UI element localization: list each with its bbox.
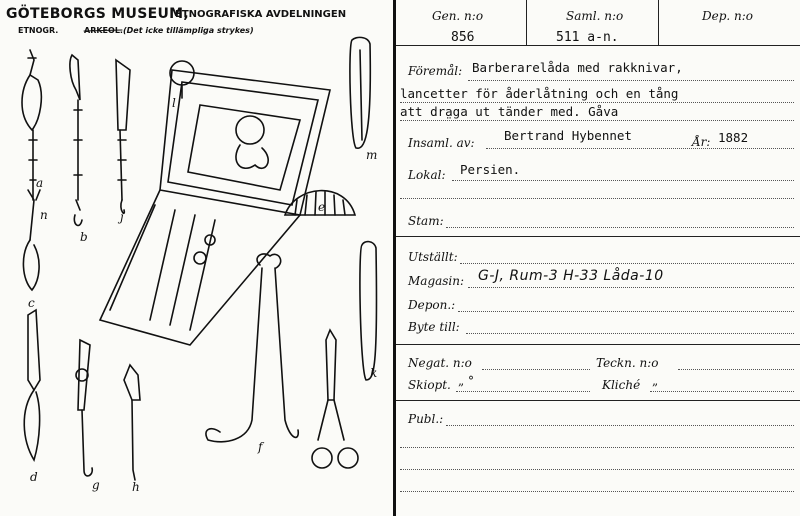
- letter-l: l: [172, 96, 176, 110]
- letter-b: b: [80, 230, 88, 244]
- saml-no-label: Saml. n:o: [566, 9, 624, 23]
- section-rule-2: [396, 344, 800, 345]
- letter-k: k: [370, 366, 378, 380]
- foremal-line-1: Barberarelåda med rakknivar,: [472, 60, 683, 75]
- spatula-h-drawing: [124, 365, 140, 480]
- magasin-label: Magasin:: [408, 274, 465, 288]
- utstallt-dots: [460, 263, 794, 264]
- letter-g: g: [92, 478, 100, 492]
- kliche-dots: [650, 391, 794, 392]
- foremal-dots-3: [400, 120, 794, 121]
- tongs-f-drawing: [206, 254, 298, 442]
- header-divider-2: [658, 0, 659, 45]
- insaml-label: Insaml. av:: [408, 136, 475, 150]
- letter-n: n: [40, 208, 48, 222]
- skiopt-marks: „ °: [458, 374, 475, 388]
- foremal-dots-1: [468, 80, 794, 81]
- arkeol-label: ARKEOL.: [84, 26, 123, 35]
- object-drawings: [0, 0, 393, 516]
- knife-j-drawing: [116, 60, 130, 213]
- museum-name: GÖTEBORGS MUSEUM,: [6, 6, 189, 22]
- dep-no-label: Dep. n:o: [702, 9, 754, 23]
- magasin-value: G-J, Rum-3 H-33 Låda-10: [478, 268, 664, 284]
- byte-label: Byte till:: [408, 320, 460, 334]
- publ-dots-3: [400, 469, 794, 470]
- letter-e: e: [318, 200, 326, 214]
- gen-no-label: Gen. n:o: [432, 9, 484, 23]
- lancet-b-drawing: [70, 55, 82, 225]
- record-panel: [396, 0, 800, 516]
- kliche-mark: „: [652, 374, 659, 388]
- depon-dots: [458, 311, 794, 312]
- skiopt-dots: [456, 391, 590, 392]
- stam-label: Stam:: [408, 214, 444, 228]
- byte-dots: [466, 333, 794, 334]
- letter-j: j: [120, 210, 124, 224]
- publ-label: Publ.:: [408, 412, 444, 426]
- gen-no-value: 856: [451, 30, 475, 45]
- letter-h: h: [132, 480, 140, 494]
- saml-no-value: 511 a-n.: [556, 30, 619, 45]
- header-divider-1: [526, 0, 527, 45]
- strop-m-drawing: [350, 37, 370, 148]
- lokal-dots: [452, 180, 794, 181]
- lokal-value: Persien.: [460, 162, 521, 177]
- ar-label: År:: [692, 135, 711, 149]
- lancet-c-drawing: [23, 190, 40, 290]
- tool-g-drawing: [76, 340, 92, 476]
- lokal-dots-2: [400, 198, 794, 199]
- header-rule: [396, 45, 800, 46]
- teckn-label: Teckn. n:o: [596, 356, 659, 370]
- publ-dots-2: [400, 447, 794, 448]
- letter-d: d: [30, 470, 38, 484]
- publ-dots-1: [446, 425, 794, 426]
- negat-dots: [482, 369, 590, 370]
- insaml-value: Bertrand Hybennet: [504, 128, 632, 143]
- mirror-l-drawing: [170, 61, 194, 98]
- depon-label: Depon.:: [408, 298, 456, 312]
- department-name: ETNOGRAFISKA AVDELNINGEN: [175, 9, 347, 20]
- strike-note: (Det icke tillämpliga strykes): [123, 26, 254, 35]
- foremal-label: Föremål:: [408, 64, 463, 78]
- letter-f: f: [258, 440, 263, 454]
- etnogr-label: ETNOGR.: [18, 26, 59, 35]
- section-rule-3: [396, 400, 800, 401]
- teckn-dots: [678, 369, 794, 370]
- kliche-label: Kliché: [602, 378, 641, 392]
- knife-d-drawing: [24, 310, 40, 460]
- skiopt-label: Skiopt.: [408, 378, 451, 392]
- scissors-i-drawing: [312, 330, 358, 468]
- foremal-line-3: att dra̤ga ut tänder med. Gåva: [400, 104, 619, 119]
- insaml-dots: [486, 148, 794, 149]
- magasin-dots: [468, 287, 794, 288]
- negat-label: Negat. n:o: [408, 356, 472, 370]
- letter-c: c: [28, 296, 35, 310]
- foremal-dots-2: [400, 102, 794, 103]
- lokal-label: Lokal:: [408, 168, 446, 182]
- letter-a: a: [36, 176, 44, 190]
- stam-dots: [446, 227, 794, 228]
- stick-k-drawing: [360, 242, 377, 380]
- publ-dots-4: [400, 491, 794, 492]
- utstallt-label: Utställt:: [408, 250, 458, 264]
- ar-value: 1882: [718, 130, 749, 145]
- section-rule-1: [396, 236, 800, 237]
- letter-m: m: [366, 148, 378, 162]
- drawing-panel: [0, 0, 393, 516]
- foremal-line-2: lancetter för åderlåtning och en tång: [400, 86, 679, 101]
